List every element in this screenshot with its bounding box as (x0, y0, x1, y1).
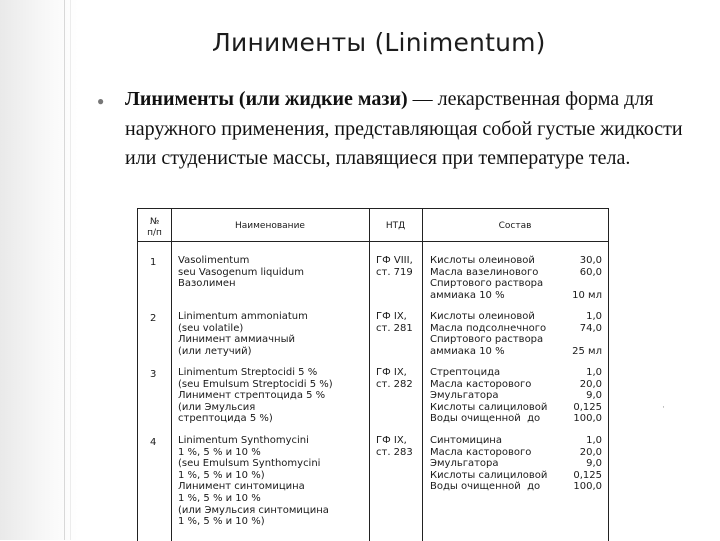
row-amounts: 1,0 74,0 25 мл (572, 311, 602, 357)
row-ntd: ГФ IX, ст. 283 (376, 435, 413, 458)
row-amounts: 1,0 20,0 9,0 0,125 100,0 (573, 435, 602, 493)
scan-speck: · (662, 402, 665, 412)
row-amounts: 30,0 60,0 10 мл (572, 255, 602, 301)
column-divider (422, 209, 423, 541)
row-amounts: 1,0 20,0 9,0 0,125 100,0 (573, 367, 602, 425)
row-ntd: ГФ IX, ст. 282 (376, 367, 413, 390)
liniments-table (137, 208, 609, 541)
row-name: Linimentum Streptocidi 5 % (seu Emulsum Streptocidi 5 %) Линимент стрептоцида 5 % (или Эмульсия стрептоцида 5 %) (178, 367, 333, 425)
row-components: Кислоты олеиновой Масла вазелинового Спиртового раствора аммиака 10 % (430, 255, 544, 301)
row-ntd: ГФ VIII, ст. 719 (376, 255, 413, 278)
header-ntd: НТД (385, 221, 406, 231)
page-edge-decoration (0, 0, 78, 540)
column-divider (171, 209, 172, 541)
header-num: № п/п (147, 217, 162, 238)
column-divider (369, 209, 370, 541)
page-edge-line-secondary (70, 0, 71, 540)
row-components: Стрептоцида Масла касторового Эмульгатора Кислоты салициловой Воды очищенной до (430, 367, 548, 425)
row-number: 4 (150, 437, 157, 448)
table-header (138, 209, 608, 242)
header-name: Наименование (235, 221, 305, 231)
row-components: Синтомицина Масла касторового Эмульгатора Кислоты салициловой Воды очищенной до (430, 435, 548, 493)
page-edge-line (64, 0, 65, 540)
header-composition: Состав (498, 221, 532, 231)
row-number: 2 (150, 313, 157, 324)
definition-text: — лекарственная форма для наружного применения, представляющая собой густые жидкости или студенистые массы, плавящиеся при температуре тела. (125, 88, 683, 169)
row-number: 1 (150, 257, 157, 268)
row-number: 3 (150, 369, 157, 380)
definition-term: Линименты (или жидкие мази) (125, 88, 408, 110)
row-ntd: ГФ IX, ст. 281 (376, 311, 413, 334)
row-components: Кислоты олеиновой Масла подсолнечного Спиртового раствора аммиака 10 % (430, 311, 547, 357)
slide-title: Линименты (Linimentum) (212, 28, 546, 57)
row-name: Linimentum Synthomycini 1 %, 5 % и 10 % (seu Emulsum Synthomycini 1 %, 5 % и 10 %) Линимент синтомицина 1 %, 5 % и 10 % (или Эмульсия синтомицина 1 %, 5 % и 10 %) (178, 435, 329, 528)
bullet-icon: ● (97, 94, 105, 108)
definition-paragraph (125, 85, 685, 174)
row-name: Linimentum ammoniatum (seu volatile) Линимент аммиачный (или летучий) (178, 311, 308, 357)
row-name: Vasolimentum seu Vasogenum liquidum Вазолимен (178, 255, 304, 290)
